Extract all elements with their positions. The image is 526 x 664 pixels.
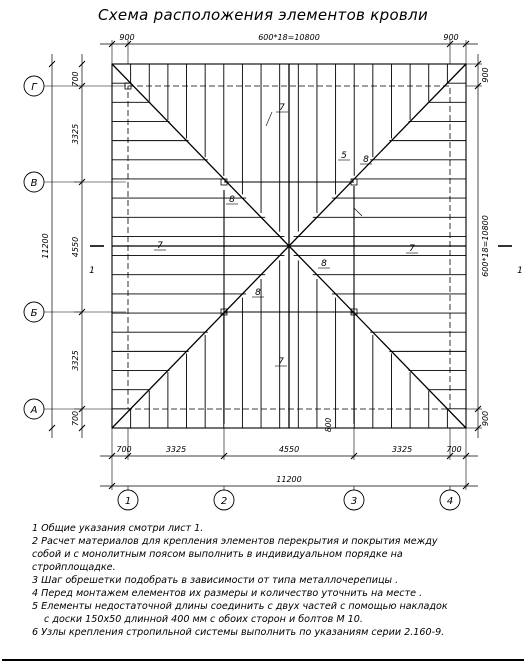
note-3: 3 Шаг обрешетки подобрать в зависимости от типа металлочерепицы . (32, 575, 399, 586)
hip-rafter (289, 246, 466, 428)
bottom-rule (2, 659, 524, 661)
axis-label-1: 1 (124, 496, 132, 507)
dim-text: 3325 (71, 350, 80, 371)
dim-text: 3325 (165, 445, 187, 454)
callout-8: 8 (363, 155, 369, 165)
dim-text: 900 (481, 410, 490, 427)
axis-label-2: 2 (220, 496, 228, 507)
dim-text: 900 (443, 33, 459, 42)
callout-7: 7 (157, 241, 163, 251)
dim-text: 700 (71, 71, 80, 87)
dim-text: 600*18=10800 (258, 33, 320, 42)
callout-8: 8 (255, 288, 261, 298)
callout-8: 8 (229, 195, 235, 205)
callout-7: 7 (409, 244, 415, 254)
dim-text: 11200 (41, 233, 50, 259)
dimension-lines (44, 40, 512, 490)
note-5: 5 Елементы недостаточной длины соединить с двух частей с помощью накладок (32, 601, 448, 612)
axis-label-Г: Г (31, 82, 37, 93)
drawing-title: Схема расположения элементов кровли (97, 6, 428, 24)
drawing-labels (24, 33, 523, 510)
note-6: 6 Узлы крепления стропильной системы выполнить по указаниям серии 2.160-9. (32, 627, 445, 638)
dim-text: 4550 (71, 236, 80, 258)
note-2-cont2: стройплощадке. (32, 562, 116, 573)
axis-label-3: 3 (350, 496, 358, 507)
note-2: 2 Расчет материалов для крепления элементов перекрытия и покрытия между (32, 536, 438, 547)
axis-label-А: А (30, 405, 38, 416)
dim-text: 3325 (391, 445, 413, 454)
callout-7: 7 (279, 103, 285, 113)
dim-text: 800 (324, 417, 333, 433)
dim-text: 4550 (278, 445, 300, 454)
dim-text: 700 (116, 445, 132, 454)
axis-label-4: 4 (446, 496, 454, 507)
axis-label-Б: Б (30, 308, 38, 319)
note-5-cont: с доски 150х50 длинной 400 мм с обоих сторон и болтов М 10. (44, 614, 363, 625)
callout-5: 5 (341, 151, 347, 161)
section-label: 1 (89, 266, 95, 276)
hip-rafter (112, 64, 289, 246)
dim-text: 900 (481, 67, 490, 83)
callout-leader (354, 208, 362, 216)
axis-label-В: В (30, 178, 38, 189)
general-notes (32, 522, 512, 639)
dim-text: 11200 (276, 475, 302, 484)
callout-leader (266, 112, 272, 126)
dim-text: 700 (71, 410, 80, 427)
section-label: 1 (517, 266, 523, 276)
dim-text: 700 (446, 445, 462, 454)
hip-rafter (289, 64, 466, 246)
callout-7: 7 (278, 357, 284, 367)
note-2-cont: собой и с монолитным поясом выполнить в индивидуальном порядке на (32, 549, 403, 560)
callout-8: 8 (321, 259, 327, 269)
dim-text: 900 (119, 33, 135, 42)
hip-rafter (112, 246, 289, 428)
note-4: 4 Перед монтажем елементов их размеры и количество уточнить на месте . (32, 588, 423, 599)
dim-text: 3325 (71, 123, 80, 145)
dim-text: 600*18=10800 (481, 215, 490, 277)
note-1: 1 Общие указания смотри лист 1. (32, 523, 204, 534)
